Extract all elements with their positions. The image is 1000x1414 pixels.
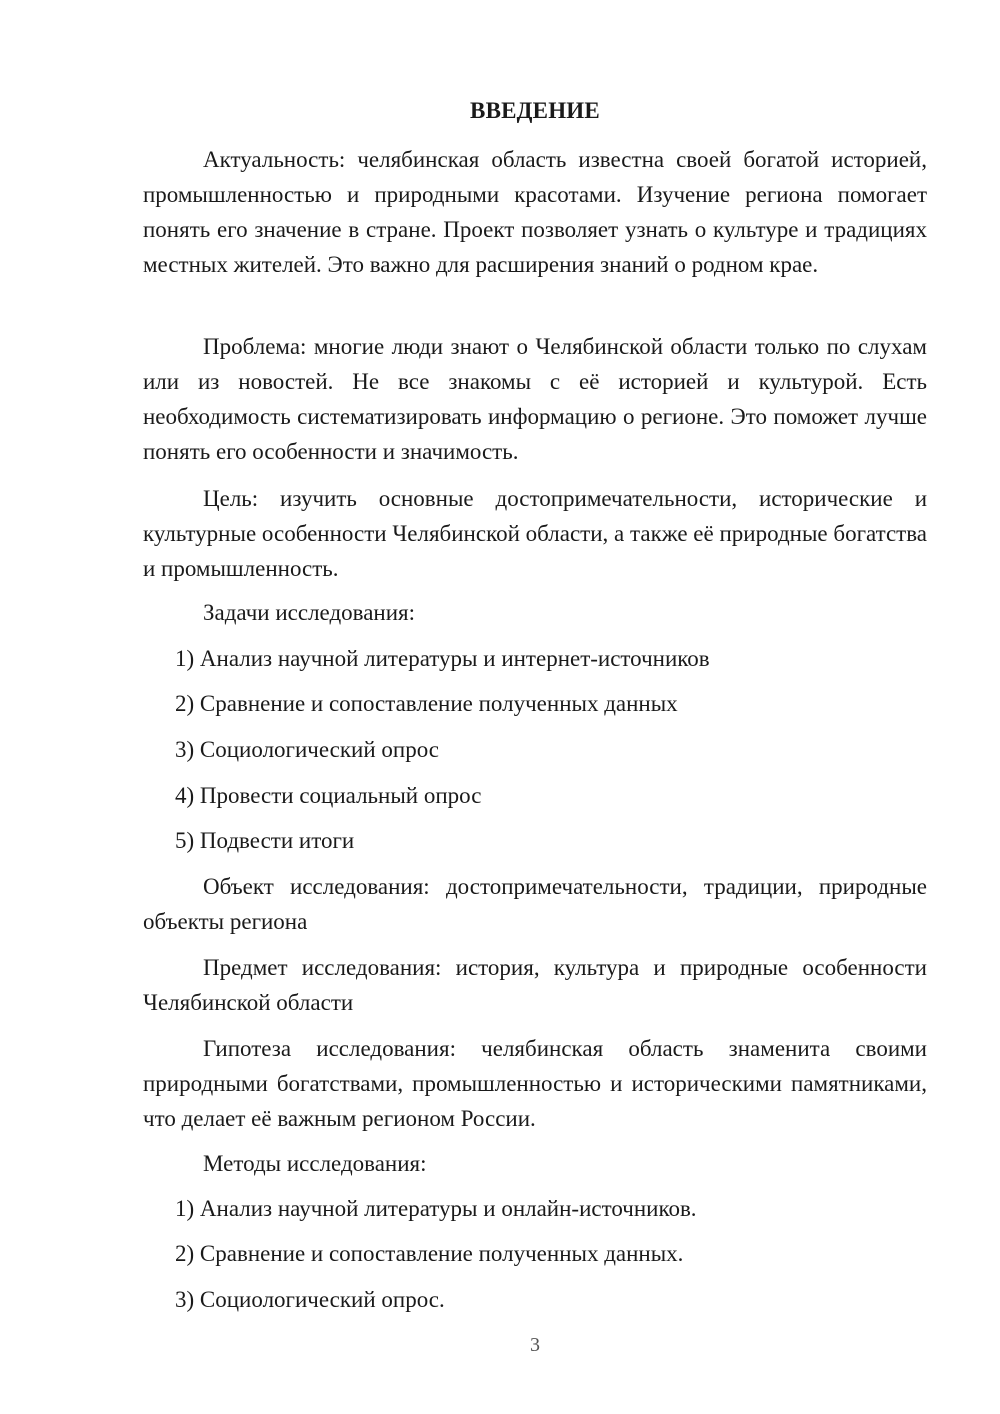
task-item: 2) Сравнение и сопоставление полученных данных bbox=[175, 691, 678, 716]
method-item: 3) Социологический опрос. bbox=[175, 1287, 445, 1312]
paragraph-goal: Цель: изучить основные достопримечательности, исторические и культурные особенности Челябинской области, а также её природные богатства и промышленность. bbox=[143, 486, 927, 581]
methods-label: Методы исследования: bbox=[203, 1151, 427, 1176]
page-number: 3 bbox=[530, 1334, 540, 1356]
task-item: 4) Провести социальный опрос bbox=[175, 783, 482, 808]
page-title: ВВЕДЕНИЕ bbox=[470, 98, 600, 123]
task-item: 1) Анализ научной литературы и интернет-источников bbox=[175, 646, 710, 671]
tasks-label: Задачи исследования: bbox=[203, 600, 416, 625]
task-item: 5) Подвести итоги bbox=[175, 828, 355, 853]
method-item: 1) Анализ научной литературы и онлайн-источников. bbox=[175, 1196, 697, 1221]
task-item: 3) Социологический опрос bbox=[175, 737, 439, 762]
paragraph-problem: Проблема: многие люди знают о Челябинской области только по слухам или из новостей. Не все знакомы с её историей и культурой. Есть необходимость систематизировать информацию о регионе. Это поможет лучше понять его особенности и значимость. bbox=[143, 334, 927, 464]
paragraph-hypothesis: Гипотеза исследования: челябинская область знаменита своими природными богатствами, промышленностью и историческими памятниками, что делает её важным регионом России. bbox=[143, 1036, 927, 1131]
paragraph-subject: Предмет исследования: история, культура и природные особенности Челябинской области bbox=[143, 955, 927, 1015]
method-item: 2) Сравнение и сопоставление полученных данных. bbox=[175, 1241, 684, 1266]
paragraph-relevance: Актуальность: челябинская область известна своей богатой историей, промышленностью и природными красотами. Изучение региона помогает понять его значение в стране. Проект позволяет узнать о культуре и традициях местных жителей. Это важно для расширения знаний о родном крае. bbox=[143, 147, 927, 277]
paragraph-object: Объект исследования: достопримечательности, традиции, природные объекты региона bbox=[143, 874, 927, 934]
